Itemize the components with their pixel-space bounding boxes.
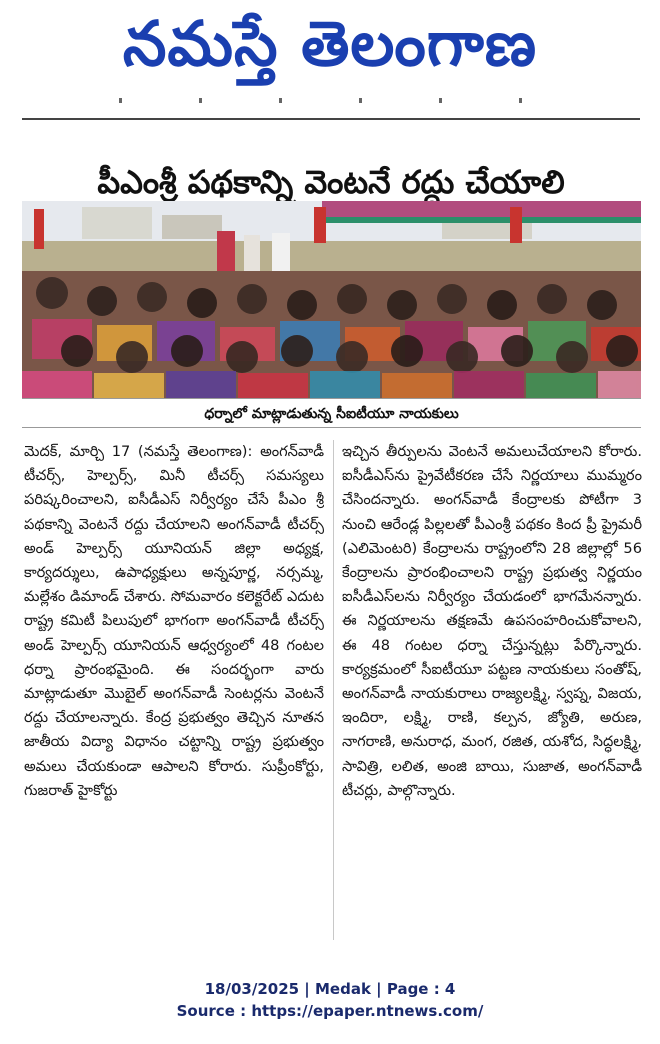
article-headline: పీఎంశ్రీ పథకాన్ని వెంటనే రద్దు చేయాలి: [97, 163, 565, 202]
dot-mark: [359, 98, 362, 103]
article-column-left: [24, 440, 324, 940]
masthead: [0, 0, 660, 96]
protest-photo: [22, 201, 641, 398]
header-rule: [22, 118, 640, 120]
dot-mark: [279, 98, 282, 103]
dot-mark: [519, 98, 522, 103]
newspaper-logo: నమస్తే తెలంగాణ: [122, 7, 538, 80]
article-column-right: [342, 440, 642, 940]
edition-line: 18/03/2025 | Medak | Page : 4: [204, 980, 456, 998]
source-line: Source : https://epaper.ntnews.com/: [176, 1002, 484, 1020]
column-divider: [333, 440, 334, 940]
dot-mark: [119, 98, 122, 103]
photo-caption: ధర్నాలో మాట్లాడుతున్న సీఐటీయూ నాయకులు: [22, 398, 641, 428]
dot-mark: [199, 98, 202, 103]
masthead-dot-line: [80, 98, 560, 104]
article-body-left: మెదక్, మార్చి 17 (నమస్తే తెలంగాణ): అంగన్‌వాడీ టీచర్స్, హెల్పర్స్, మినీ టీచర్స్ సమస్యలు పరిష్కరించాలని, ఐసీడీఎస్‌ నిర్వీర్యం చేసే పీఎం శ్రీ పథకాన్ని వెంటనే రద్దు చేయాలని అంగన్‌వాడీ టీచర్స్ అండ్ హెల్పర్స్ యూనియన్ జిల్లా అధ్యక్ష, కార్యదర్శులు, ఉపాధ్యక్షులు అన్నపూర్ణ, నర్సమ్మ, మల్లేశం డిమాండ్ చేశారు. సోమవారం కలెక్టరేట్ ఎదుట రాష్ట్ర కమిటీ పిలుపులో భాగంగా అంగన్‌వాడీ టీచర్స్ అండ్ హెల్పర్స్ యూనియన్ ఆధ్వర్యంలో 48 గంటల ధర్నా ప్రారంభమైంది. ఈ సందర్భంగా వారు మాట్లాడుతూ మొబైల్ అంగన్‌వాడీ సెంటర్లను వెంటనే రద్దు చేయాలన్నారు. కేంద్ర ప్రభుత్వం తెచ్చిన నూతన జాతీయ విద్యా విధానం చట్టాన్ని రాష్ట్ర ప్రభుత్వం అమలు చేయకుండా ఆపాలని కోరారు. సుప్రీంకోర్టు, గుజరాత్ హైకోర్టు: [24, 443, 324, 799]
article-photo: [22, 201, 641, 398]
article-body-right: ఇచ్చిన తీర్పులను వెంటనే అమలుచేయాలని కోరారు. ఐసీడీఎస్‌ను ప్రైవేటీకరణ చేసే నిర్ణయాలు ముమ్మరం చేసిందన్నారు. అంగన్‌వాడీ కేంద్రాలకు పోటీగా 3 నుంచి ఆరేండ్ల పిల్లలతో పీఎంశ్రీ పథకం కింద ప్రీ ప్రైమరీ (ఎలిమెంటరి) కేంద్రాలను రాష్ట్రంలోని 28 జిల్లాల్లో 56 కేంద్రాలను ప్రారంభించాలని రాష్ట్ర ప్రభుత్వ నిర్ణయం ఐసీడీఎస్‌లను నిర్వీర్యం చేయడంలో భాగమేనన్నారు. ఈ నిర్ణయాలను తక్షణమే ఉపసంహరించుకోవాలని, ఈ 48 గంటల ధర్నా చేస్తున్నట్లు పేర్కొన్నారు. కార్యక్రమంలో సీఐటీయూ పట్టణ నాయకులు సంతోష్, అంగన్‌వాడీ నాయకురాలు రాజ్యలక్ష్మి, స్వప్న, విజయ, ఇందిరా, లక్ష్మి, రాణి, కల్పన, జ్యోతి, అరుణ, నాగరాణి, అనురాధ, మంగ, రజిత, యశోద, సిద్ధలక్ష్మి, సావిత్రి, లలిత, అంజి బాయి, సుజాత, అంగన్‌వాడీ టీచర్లు, పాల్గొన్నారు.: [342, 443, 642, 799]
page-footer: [0, 978, 660, 1022]
dot-mark: [439, 98, 442, 103]
